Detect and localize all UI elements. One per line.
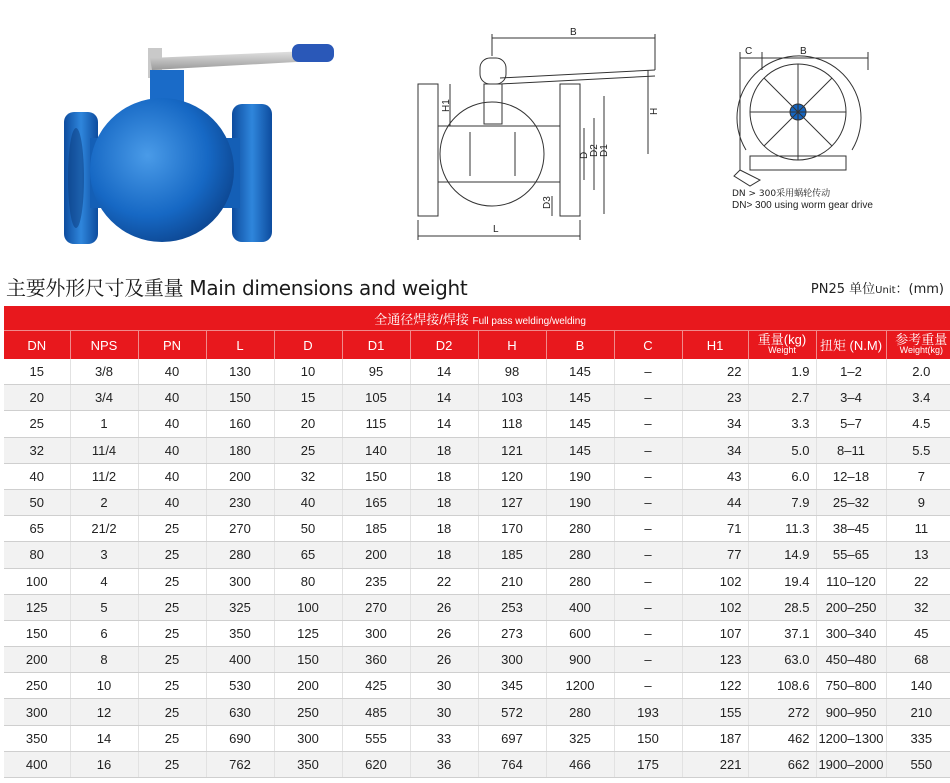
dimension-labels [441, 27, 660, 235]
table-cell: 105 [342, 385, 410, 411]
table-cell: 28.5 [748, 594, 816, 620]
table-cell: 68 [886, 647, 950, 673]
table-cell: – [614, 463, 682, 489]
table-cell: 44 [682, 489, 748, 515]
table-cell: 145 [546, 359, 614, 385]
col-header-torque: 扭矩 (N.M) [816, 331, 886, 360]
table-cell: 115 [342, 411, 410, 437]
table-cell: 280 [546, 699, 614, 725]
table-row [4, 411, 950, 437]
table-cell: 630 [206, 699, 274, 725]
table-row [4, 489, 950, 515]
table-cell: 38–45 [816, 516, 886, 542]
table-cell: 25 [138, 673, 206, 699]
table-cell: 150 [274, 647, 342, 673]
table-cell: 18 [410, 437, 478, 463]
table-cell: 98 [478, 359, 546, 385]
table-cell: 26 [410, 594, 478, 620]
ref-weight-header-main: 参考重量 [895, 332, 948, 347]
page-title: 主要外形尺寸及重量 Main dimensions and weight [6, 276, 468, 300]
table-cell: 200 [4, 647, 70, 673]
table-cell: 466 [546, 751, 614, 777]
table-cell: 2.0 [886, 359, 950, 385]
table-cell: 185 [342, 516, 410, 542]
table-cell: 5.5 [886, 437, 950, 463]
table-cell: 221 [682, 751, 748, 777]
table-cell: 26 [410, 647, 478, 673]
table-cell: 6 [70, 620, 138, 646]
table-cell: 100 [4, 568, 70, 594]
table-cell: 23 [682, 385, 748, 411]
table-cell: 165 [342, 489, 410, 515]
table-cell: 662 [748, 751, 816, 777]
table-cell: 3/8 [70, 359, 138, 385]
table-cell: 12–18 [816, 463, 886, 489]
weight-header-main: 重量(kg) [757, 332, 807, 347]
dim-label-h1: H1 [441, 99, 452, 112]
dim-label-d3: D3 [542, 196, 553, 209]
table-cell: 280 [546, 516, 614, 542]
table-cell: 108.6 [748, 673, 816, 699]
table-cell: 900 [546, 647, 614, 673]
table-cell: – [614, 385, 682, 411]
col-header-l: L [206, 331, 274, 360]
table-cell: 122 [682, 673, 748, 699]
table-row [4, 359, 950, 385]
table-cell: 14 [410, 411, 478, 437]
table-cell: 400 [206, 647, 274, 673]
table-cell: 1.9 [748, 359, 816, 385]
table-cell: 360 [342, 647, 410, 673]
table-cell: 25 [274, 437, 342, 463]
table-row [4, 463, 950, 489]
table-cell: 100 [274, 594, 342, 620]
table-cell: 12 [70, 699, 138, 725]
table-cell: 270 [206, 516, 274, 542]
gear-note-en: DN> 300 using worm gear drive [732, 200, 873, 211]
table-cell: 40 [138, 489, 206, 515]
dim-label-d1: D1 [599, 144, 610, 157]
table-group-header [4, 306, 950, 331]
table-cell: 110–120 [816, 568, 886, 594]
table-cell: 150 [342, 463, 410, 489]
dim-label-d: D [579, 151, 590, 159]
dim-label-d2: D2 [589, 144, 600, 157]
col-header-ref-weight [886, 331, 950, 360]
table-cell: 250 [4, 673, 70, 699]
dim-label-h: H [649, 107, 660, 115]
table-column-headers [4, 331, 950, 360]
table-cell: 350 [4, 725, 70, 751]
table-cell: 180 [206, 437, 274, 463]
table-cell: 20 [4, 385, 70, 411]
table-cell: 16 [70, 751, 138, 777]
table-row [4, 699, 950, 725]
table-cell: 764 [478, 751, 546, 777]
col-header-c: C [614, 331, 682, 360]
table-cell: 32 [4, 437, 70, 463]
table-cell: 30 [410, 699, 478, 725]
table-cell: 40 [138, 437, 206, 463]
table-cell: 900–950 [816, 699, 886, 725]
table-cell: 462 [748, 725, 816, 751]
table-cell: 200 [206, 463, 274, 489]
table-cell: 65 [4, 516, 70, 542]
table-cell: 107 [682, 620, 748, 646]
table-cell: 15 [4, 359, 70, 385]
table-cell: 335 [886, 725, 950, 751]
table-cell: 210 [886, 699, 950, 725]
table-cell: 65 [274, 542, 342, 568]
table-cell: 14 [410, 359, 478, 385]
table-cell: 25 [138, 516, 206, 542]
table-cell: 25 [138, 594, 206, 620]
table-cell: 11/4 [70, 437, 138, 463]
table-cell: 155 [682, 699, 748, 725]
table-cell: – [614, 568, 682, 594]
table-cell: 14.9 [748, 542, 816, 568]
table-cell: 18 [410, 489, 478, 515]
col-header-pn: PN [138, 331, 206, 360]
gear-label-c: C [745, 46, 753, 57]
table-cell: 15 [274, 385, 342, 411]
table-cell: 572 [478, 699, 546, 725]
table-cell: 8 [70, 647, 138, 673]
table-cell: 95 [342, 359, 410, 385]
unit-label [811, 278, 944, 297]
weight-header-sub: Weight [768, 345, 796, 355]
table-cell: 250 [274, 699, 342, 725]
table-cell: 43 [682, 463, 748, 489]
table-cell: 175 [614, 751, 682, 777]
table-cell: 33 [410, 725, 478, 751]
table-cell: 200 [342, 542, 410, 568]
table-cell: 13 [886, 542, 950, 568]
dimension-drawing [418, 34, 655, 240]
table-cell: 350 [274, 751, 342, 777]
table-cell: 160 [206, 411, 274, 437]
group-header-cell [4, 306, 950, 331]
table-cell: 25 [138, 568, 206, 594]
table-cell: 7 [886, 463, 950, 489]
table-cell: 185 [478, 542, 546, 568]
table-cell: 34 [682, 411, 748, 437]
table-cell: 32 [886, 594, 950, 620]
table-cell: 63.0 [748, 647, 816, 673]
table-cell: 5.0 [748, 437, 816, 463]
table-cell: 200–250 [816, 594, 886, 620]
table-cell: 170 [478, 516, 546, 542]
table-cell: 1200–1300 [816, 725, 886, 751]
table-cell: – [614, 673, 682, 699]
ref-weight-header-sub: Weight(kg) [899, 345, 943, 355]
table-cell: 750–800 [816, 673, 886, 699]
table-row [4, 542, 950, 568]
table-cell: 4.5 [886, 411, 950, 437]
table-row [4, 620, 950, 646]
table-cell: 26 [410, 620, 478, 646]
table-cell: 11.3 [748, 516, 816, 542]
table-cell: 18 [410, 463, 478, 489]
table-cell: 25–32 [816, 489, 886, 515]
table-cell: 22 [410, 568, 478, 594]
table-cell: 3–4 [816, 385, 886, 411]
table-cell: 118 [478, 411, 546, 437]
product-illustrations [0, 0, 950, 270]
table-row [4, 568, 950, 594]
table-row [4, 673, 950, 699]
table-row [4, 385, 950, 411]
col-header-b: B [546, 331, 614, 360]
table-cell: 2.7 [748, 385, 816, 411]
table-cell: 280 [206, 542, 274, 568]
valve-photo [64, 44, 334, 244]
table-cell: 130 [206, 359, 274, 385]
table-cell: 1200 [546, 673, 614, 699]
col-header-nps: NPS [70, 331, 138, 360]
table-cell: 25 [138, 620, 206, 646]
unit-small: Unit [875, 285, 896, 296]
table-cell: – [614, 411, 682, 437]
table-cell: 2 [70, 489, 138, 515]
table-cell: 230 [206, 489, 274, 515]
table-cell: 485 [342, 699, 410, 725]
table-cell: 22 [682, 359, 748, 385]
table-cell: 80 [4, 542, 70, 568]
table-cell: 25 [138, 699, 206, 725]
table-cell: 11 [886, 516, 950, 542]
col-header-d1: D1 [342, 331, 410, 360]
table-row [4, 594, 950, 620]
table-row [4, 725, 950, 751]
table-cell: 102 [682, 594, 748, 620]
table-cell: 9 [886, 489, 950, 515]
table-cell: 253 [478, 594, 546, 620]
table-cell: 22 [886, 568, 950, 594]
col-header-h: H [478, 331, 546, 360]
table-cell: 120 [478, 463, 546, 489]
table-cell: 34 [682, 437, 748, 463]
table-cell: 273 [478, 620, 546, 646]
table-cell: 555 [342, 725, 410, 751]
table-cell: 300 [206, 568, 274, 594]
table-cell: 270 [342, 594, 410, 620]
table-cell: 18 [410, 516, 478, 542]
col-header-dn: DN [4, 331, 70, 360]
table-cell: 25 [138, 751, 206, 777]
table-cell: 300 [342, 620, 410, 646]
table-cell: 140 [886, 673, 950, 699]
table-cell: 77 [682, 542, 748, 568]
dim-label-b: B [570, 27, 577, 38]
table-cell: 235 [342, 568, 410, 594]
table-cell: – [614, 437, 682, 463]
table-cell: – [614, 542, 682, 568]
table-cell: 40 [138, 385, 206, 411]
table-cell: 10 [70, 673, 138, 699]
table-cell: 40 [138, 411, 206, 437]
table-cell: 32 [274, 463, 342, 489]
table-cell: 125 [4, 594, 70, 620]
table-cell: 325 [206, 594, 274, 620]
table-cell: 80 [274, 568, 342, 594]
table-cell: 40 [274, 489, 342, 515]
table-cell: 690 [206, 725, 274, 751]
group-title-cn: 全通径焊接/焊接 [374, 311, 469, 327]
table-cell: 18 [410, 542, 478, 568]
table-cell: 5–7 [816, 411, 886, 437]
table-cell: 55–65 [816, 542, 886, 568]
table-row [4, 516, 950, 542]
worm-gear-drawing [734, 52, 868, 186]
table-cell: 5 [70, 594, 138, 620]
table-cell: 620 [342, 751, 410, 777]
table-body [4, 359, 950, 778]
table-cell: 280 [546, 542, 614, 568]
gear-note-cn: DN > 300采用蜗轮传动 [732, 189, 831, 199]
table-cell: 145 [546, 385, 614, 411]
table-cell: 400 [546, 594, 614, 620]
table-cell: 3.3 [748, 411, 816, 437]
table-cell: – [614, 359, 682, 385]
table-cell: 345 [478, 673, 546, 699]
table-cell: 6.0 [748, 463, 816, 489]
table-cell: 150 [4, 620, 70, 646]
table-cell: – [614, 516, 682, 542]
table-cell: 400 [4, 751, 70, 777]
table-cell: 8–11 [816, 437, 886, 463]
table-cell: 280 [546, 568, 614, 594]
table-cell: 40 [4, 463, 70, 489]
table-cell: 210 [478, 568, 546, 594]
table-cell: 10 [274, 359, 342, 385]
table-cell: 25 [4, 411, 70, 437]
table-cell: 450–480 [816, 647, 886, 673]
table-cell: 36 [410, 751, 478, 777]
unit-prefix: PN25 单位 [810, 282, 876, 297]
table-cell: 600 [546, 620, 614, 646]
table-cell: 145 [546, 411, 614, 437]
table-cell: 425 [342, 673, 410, 699]
col-header-d2: D2 [410, 331, 478, 360]
table-cell: 30 [410, 673, 478, 699]
table-cell: 145 [546, 437, 614, 463]
table-cell: 200 [274, 673, 342, 699]
table-cell: 300 [4, 699, 70, 725]
table-cell: 272 [748, 699, 816, 725]
table-cell: 140 [342, 437, 410, 463]
table-cell: 300–340 [816, 620, 886, 646]
table-cell: 1 [70, 411, 138, 437]
table-cell: 14 [410, 385, 478, 411]
col-header-h1: H1 [682, 331, 748, 360]
table-cell: 14 [70, 725, 138, 751]
table-cell: – [614, 594, 682, 620]
dim-label-l: L [493, 224, 499, 235]
dimensions-table [4, 306, 950, 778]
table-cell: 300 [274, 725, 342, 751]
table-row [4, 437, 950, 463]
unit-suffix: ：(mm) [895, 282, 944, 297]
table-cell: 325 [546, 725, 614, 751]
table-cell: 20 [274, 411, 342, 437]
table-cell: 102 [682, 568, 748, 594]
table-cell: – [614, 489, 682, 515]
table-cell: 697 [478, 725, 546, 751]
table-cell: 121 [478, 437, 546, 463]
table-cell: 21/2 [70, 516, 138, 542]
table-cell: 187 [682, 725, 748, 751]
table-cell: 4 [70, 568, 138, 594]
table-cell: 530 [206, 673, 274, 699]
table-cell: 150 [614, 725, 682, 751]
table-cell: 150 [206, 385, 274, 411]
table-row [4, 647, 950, 673]
table-cell: 190 [546, 489, 614, 515]
table-row [4, 751, 950, 777]
col-header-d: D [274, 331, 342, 360]
table-cell: 50 [4, 489, 70, 515]
table-cell: – [614, 647, 682, 673]
table-cell: 25 [138, 647, 206, 673]
table-cell: 300 [478, 647, 546, 673]
table-cell: 19.4 [748, 568, 816, 594]
table-cell: 3 [70, 542, 138, 568]
table-cell: 350 [206, 620, 274, 646]
table-cell: 25 [138, 542, 206, 568]
table-cell: 3.4 [886, 385, 950, 411]
table-cell: 25 [138, 725, 206, 751]
table-cell: 37.1 [748, 620, 816, 646]
table-cell: 190 [546, 463, 614, 489]
table-cell: 40 [138, 359, 206, 385]
col-header-weight [748, 331, 816, 360]
table-cell: 550 [886, 751, 950, 777]
table-cell: 125 [274, 620, 342, 646]
table-cell: – [614, 620, 682, 646]
table-cell: 71 [682, 516, 748, 542]
table-cell: 127 [478, 489, 546, 515]
table-cell: 3/4 [70, 385, 138, 411]
table-cell: 123 [682, 647, 748, 673]
table-cell: 103 [478, 385, 546, 411]
table-cell: 50 [274, 516, 342, 542]
gear-label-b: B [800, 46, 807, 57]
table-cell: 762 [206, 751, 274, 777]
group-title-en: Full pass welding/welding [472, 315, 586, 327]
table-cell: 45 [886, 620, 950, 646]
table-cell: 40 [138, 463, 206, 489]
table-cell: 11/2 [70, 463, 138, 489]
table-cell: 7.9 [748, 489, 816, 515]
table-cell: 193 [614, 699, 682, 725]
table-cell: 1900–2000 [816, 751, 886, 777]
table-cell: 1–2 [816, 359, 886, 385]
